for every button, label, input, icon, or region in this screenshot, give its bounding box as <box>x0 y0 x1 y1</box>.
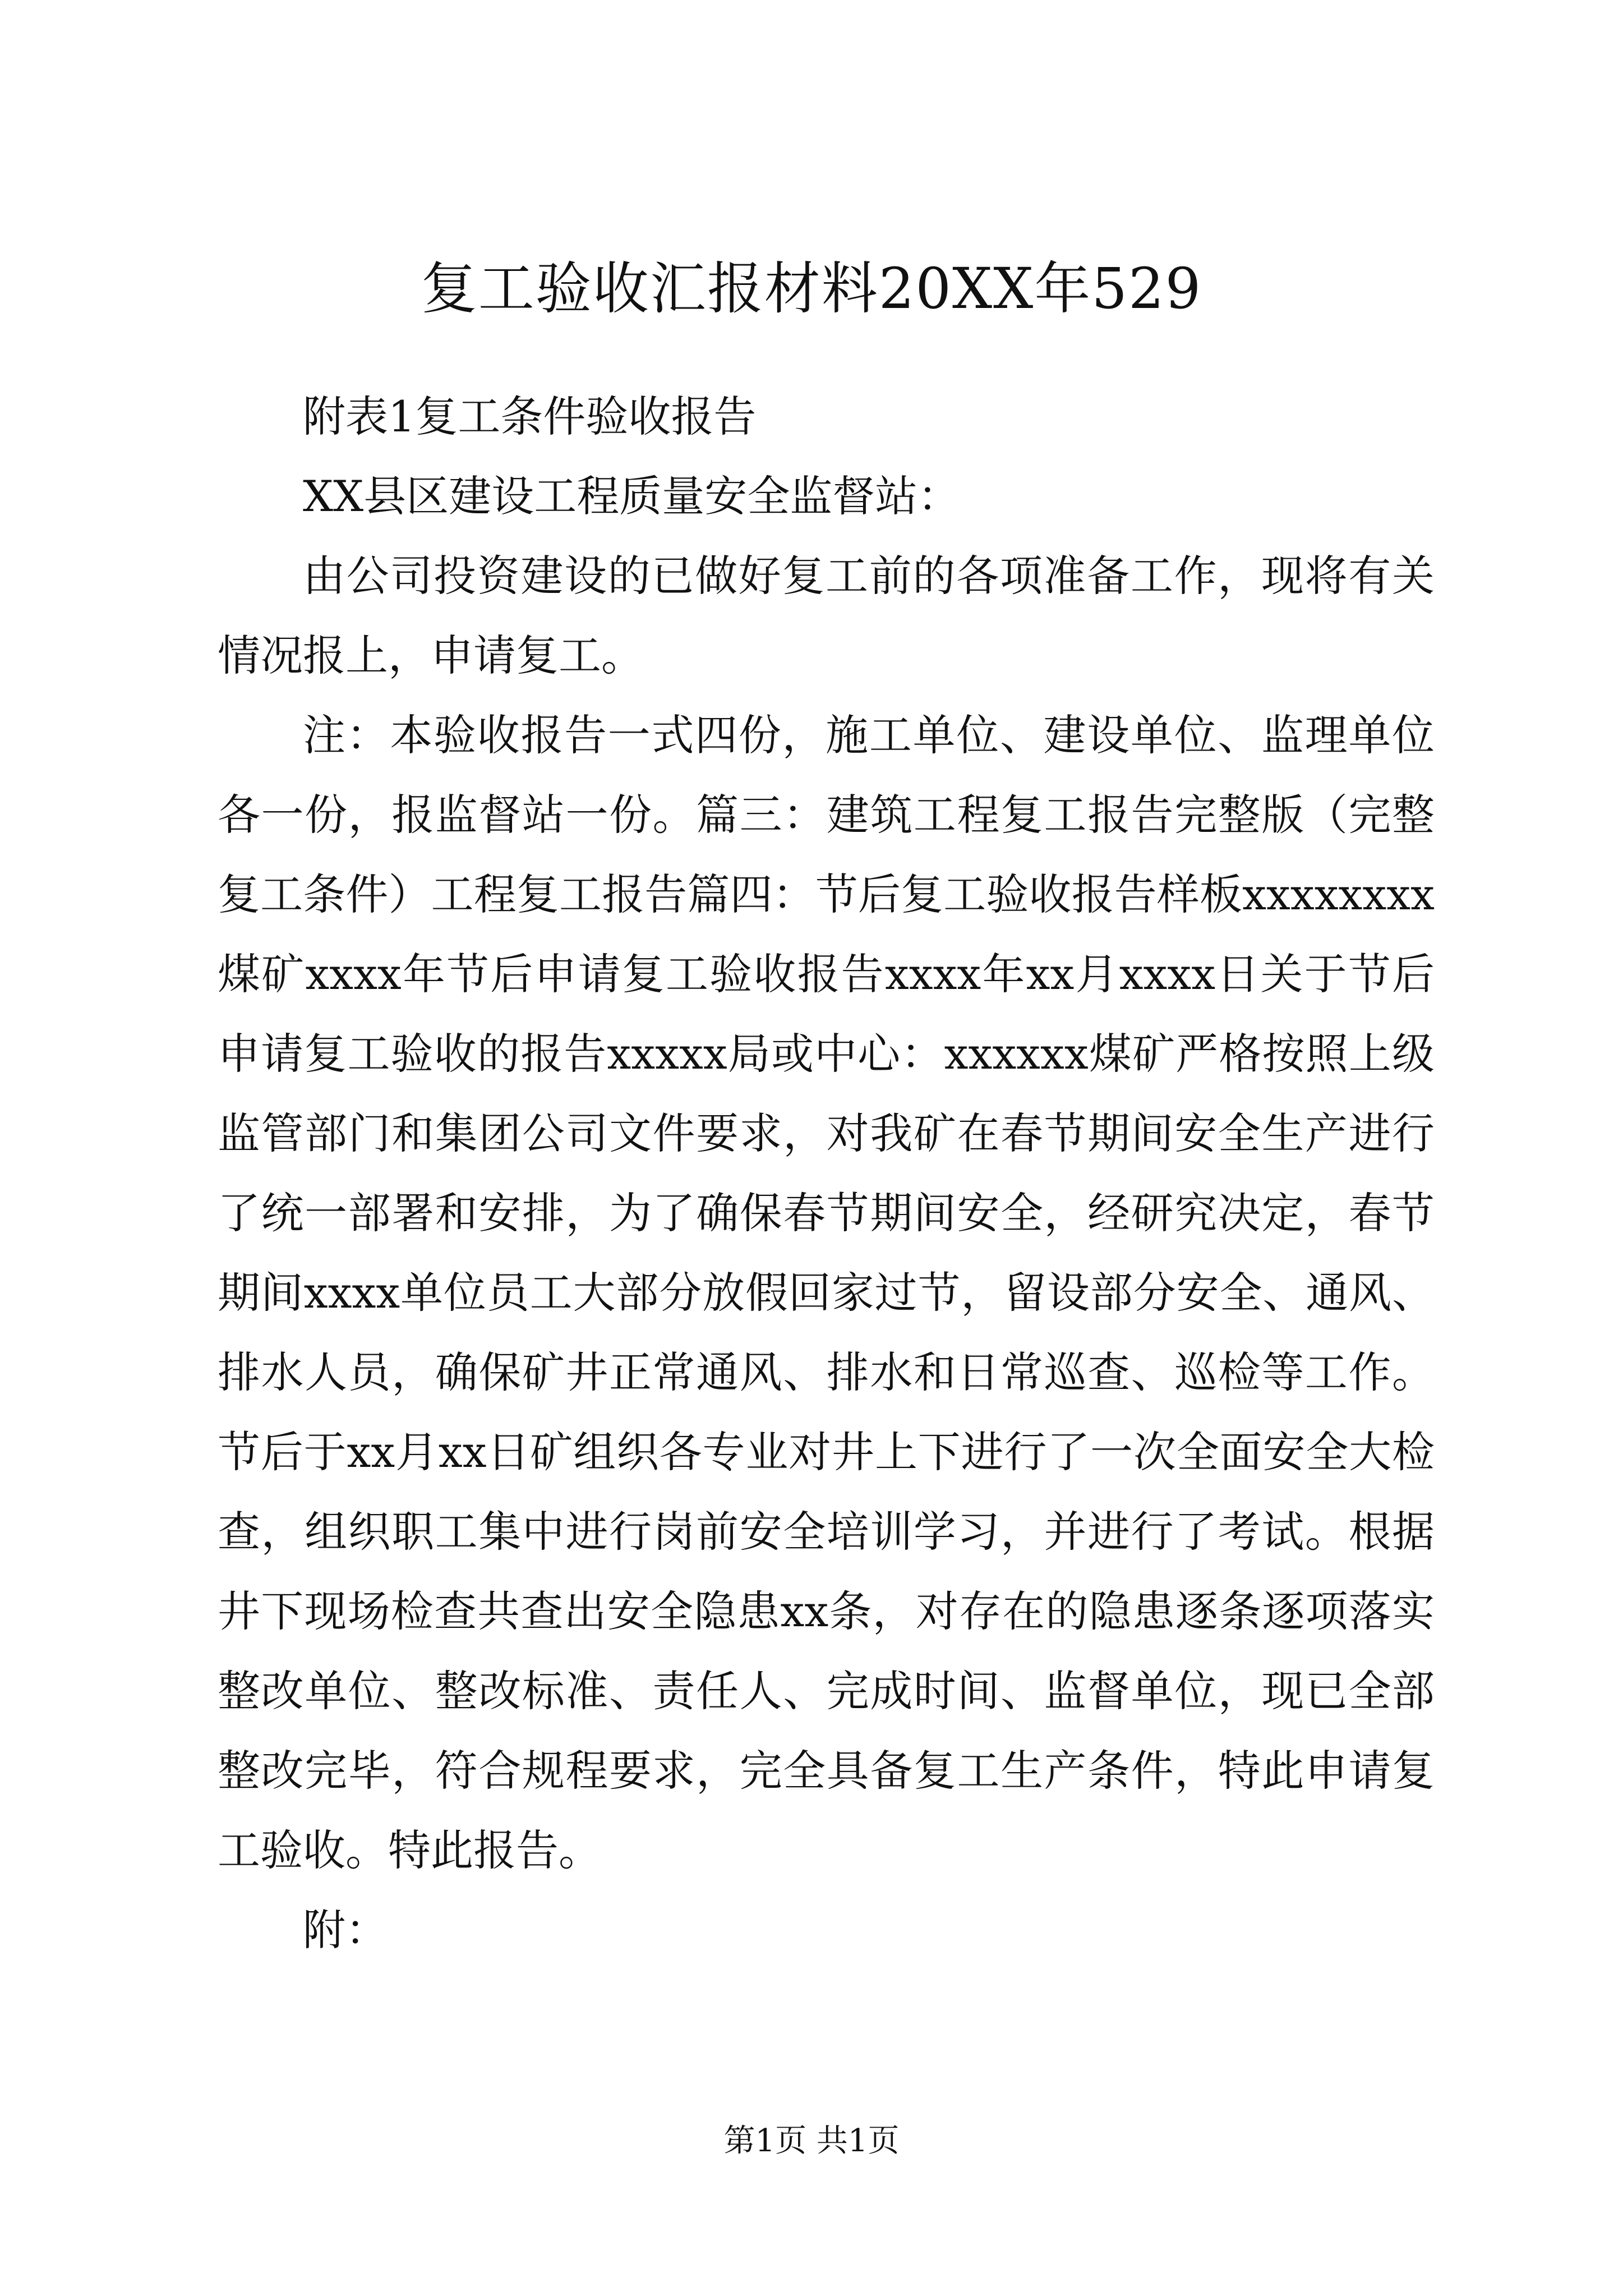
page-number-footer: 第1页 共1页 <box>723 2123 900 2159</box>
paragraph-appendix: 附： <box>303 1905 388 1955</box>
paragraph-note-report: 注：本验收报告一式四份，施工单位、建设单位、监理单位各一份，报监督站一份。篇三：建筑工程复工报告完整版（完整复工条件）工程复工报告篇四：节后复工验收报告样板xxxxxxxx煤矿xxxx年节后申请复工验收报告xxxx年xx月xxxx日关于节后申请复工验收的报告xxxxx局或中心：xxxxxx煤矿严格按照上级监管部门和集团公司文件要求，对我矿在春节期间安全生产进行了统一部署和安排，为了确保春节期间安全，经研究决定，春节期间xxxx单位员工大部分放假回家过节，留设部分安全、通风、排水人员，确保矿井正常通风、排水和日常巡查、巡检等工作。节后于xx月xx日矿组织各专业对井上下进行了一次全面安全大检查，组织职工集中进行岗前安全培训学习，并进行了考试。根据井下现场检查共查出安全隐患xx条，对存在的隐患逐条逐项落实整改单位、整改标准、责任人、完成时间、监督单位，现已全部整改完毕，符合规程要求，完全具备复工生产条件，特此申请复工验收。特此报告。 <box>218 710 1435 1875</box>
paragraph-request: 由公司投资建设的已做好复工前的各项准备工作，现将有关情况报上，申请复工。 <box>218 551 1435 680</box>
document-title: 复工验收汇报材料20XX年529 <box>421 256 1202 321</box>
paragraph-attachment-heading: 附表1复工条件验收报告 <box>303 392 757 441</box>
document-body <box>218 377 1435 1970</box>
paragraph-addressee: XX县区建设工程质量安全监督站： <box>303 471 961 521</box>
